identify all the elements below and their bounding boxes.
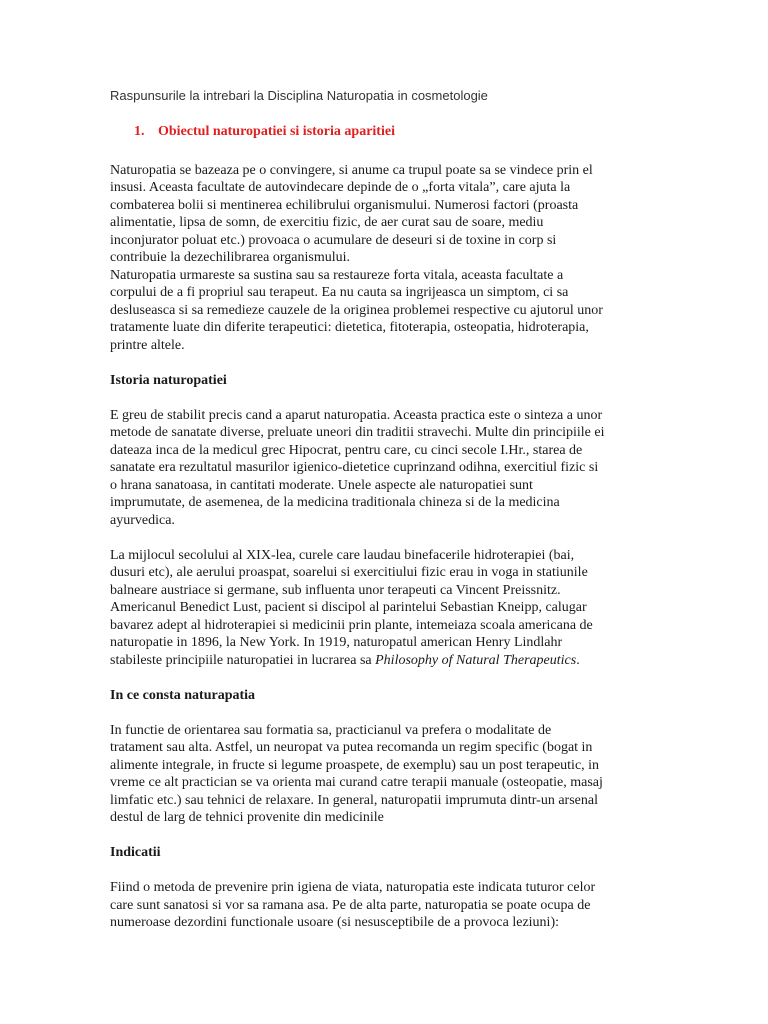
paragraph-treatments bbox=[110, 722, 655, 827]
text-line: dusuri etc), ale aerului proaspat, soarelui si exercitiului fizic erau in voga in statiunile bbox=[110, 565, 588, 580]
text-line: imprumutate, de asemenea, de la medicina traditionala chineza si de la medicina bbox=[110, 495, 560, 510]
text-line: La mijlocul secolului al XIX-lea, curele care laudau binefacerile hidroterapiei (bai, bbox=[110, 547, 575, 563]
text-line: bavarez adept al hidroterapiei si medicinii prin plante, intemeiaza scoala americana de bbox=[110, 617, 593, 633]
text-line: contribuie la dezechilibrarea organismului. bbox=[110, 250, 350, 265]
document-title: Raspunsurile la intrebari la Disciplina Naturopatia in cosmetologie bbox=[110, 88, 488, 103]
text-line bbox=[110, 652, 655, 670]
paragraph-vital-force bbox=[110, 267, 655, 355]
text-line: Naturopatia urmareste sa sustina sau sa restaureze forta vitala, aceasta facultate a bbox=[110, 267, 564, 283]
text-line: care sunt sanatosi si vor sa ramana asa. Pe de alta parte, naturopatia se poate ocupa de bbox=[110, 897, 591, 913]
document-body bbox=[110, 123, 655, 932]
text-line: inconjurator poluat etc.) provoaca o acumulare de deseuri si de toxine in corp si bbox=[110, 232, 557, 248]
text-line: desluseasca si sa remedieze cauzele de la originea problemei respective cu ajutorul unor bbox=[110, 302, 603, 318]
text-line: Fiind o metoda de prevenire prin igiena de viata, naturopatia este indicata tuturor celor bbox=[110, 880, 596, 895]
paragraph-history-19th-century bbox=[110, 547, 655, 670]
text-line: Naturopatia se bazeaza pe o convingere, si anume ca trupul poate sa se vindece prin el bbox=[110, 162, 593, 178]
text-line: Americanul Benedict Lust, pacient si discipol al parintelui Sebastian Kneipp, calugar bbox=[110, 600, 587, 615]
text-line: sanatate era rezultatul masurilor igienico-dietetice cuprinzand odihna, exercitiul fizic si bbox=[110, 460, 599, 475]
section-heading-text: Obiectul naturopatiei si istoria aparitiei bbox=[158, 124, 395, 139]
text-run: . bbox=[576, 652, 580, 668]
paragraph-intro bbox=[110, 162, 655, 267]
paragraph-indications bbox=[110, 879, 655, 932]
paragraph-history-origins bbox=[110, 407, 655, 530]
text-line: ayurvedica. bbox=[110, 512, 175, 528]
text-line: o hrana sanatoasa, in cantitati moderate. Unele aspecte ale naturopatiei sunt bbox=[110, 477, 533, 493]
text-line: In functie de orientarea sau formatia sa, practicianul va prefera o modalitate de bbox=[110, 722, 552, 738]
text-line: insusi. Aceasta facultate de autovindecare depinde de o „forta vitala”, care ajuta la bbox=[110, 180, 571, 195]
text-line: combaterea bolii si mentinerea echilibrului organismului. Numerosi factori (proasta bbox=[110, 197, 579, 213]
text-line: naturopatie in 1896, la New York. In 1919, naturopatul american Henry Lindlahr bbox=[110, 635, 563, 650]
section-heading-history: Istoria naturopatiei bbox=[110, 372, 227, 388]
text-line: balneare austriace si germane, sub influenta unor terapeuti ca Vincent Preissnitz. bbox=[110, 582, 561, 598]
text-line: dateaza inca de la medicul grec Hipocrat, pentru care, cu cinci secole I.Hr., starea de bbox=[110, 442, 583, 458]
text-line: corpului de a fi propriul sau terapeut. Ea nu cauta sa ingrijeasca un simptom, ci sa bbox=[110, 285, 569, 300]
section-heading-indications: Indicatii bbox=[110, 845, 161, 860]
text-line: tratament sau alta. Astfel, un neuropat va putea recomanda un regim specific (bogat in bbox=[110, 740, 593, 755]
text-line: alimente integrale, in fructe si legume proaspete, de exemplu) sau un post terapeutic, in bbox=[110, 757, 600, 773]
text-run: stabileste principiile naturopatiei in lucrarea sa bbox=[110, 652, 376, 668]
book-title: Philosophy of Natural Therapeutics bbox=[375, 652, 577, 668]
text-line: printre altele. bbox=[110, 337, 185, 353]
text-line: tratamente luate din diferite terapeutici: dietetica, fitoterapia, osteopatia, hidroterapia, bbox=[110, 320, 589, 335]
text-line: alimentatie, lipsa de somn, de exercitiu fizic, de aer curat sau de soare, mediu bbox=[110, 215, 544, 230]
text-line: metode de sanatate diverse, preluate uneori din traditii stravechi. Multe din principiile ei bbox=[110, 425, 605, 440]
text-line: destul de larg de tehnici provenite din medicinile bbox=[110, 810, 384, 825]
text-line: vreme ce alt practician se va orienta mai curand catre terapii manuale (osteopatie, masaj bbox=[110, 775, 603, 790]
section-heading-what-it-consists: In ce consta naturapatia bbox=[110, 687, 256, 703]
text-line: numeroase dezordini functionale usoare (si nesusceptibile de a provoca leziuni): bbox=[110, 915, 559, 930]
text-line: E greu de stabilit precis cand a aparut naturopatia. Aceasta practica este o sinteza a unor bbox=[110, 407, 603, 423]
section-heading-objective bbox=[134, 123, 655, 141]
text-line: limfatic etc.) sau tehnici de relaxare. In general, naturopatii imprumuta dintr-un arsenal bbox=[110, 792, 598, 808]
section-number: 1. bbox=[134, 124, 145, 139]
